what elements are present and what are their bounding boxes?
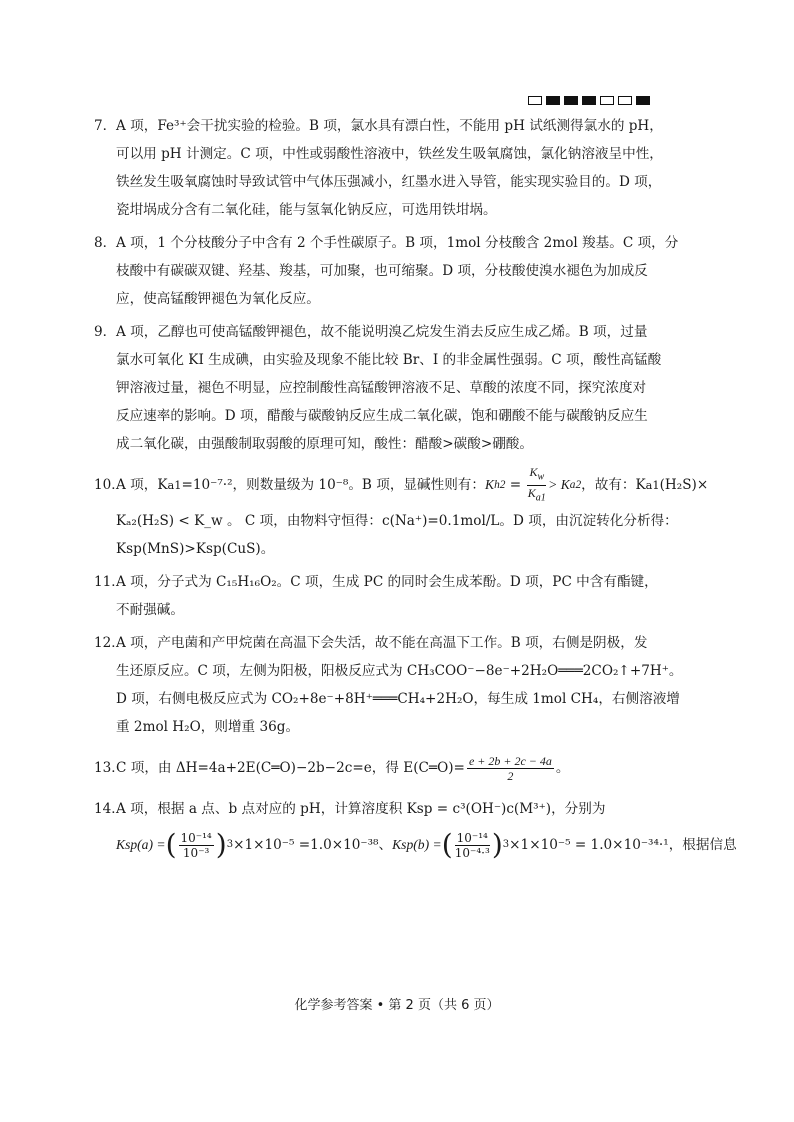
subscript: a1 (645, 478, 660, 492)
text-run: =10⁻⁷·²，则数量级为 10⁻⁸。B 项，显碱性则有： (181, 477, 485, 493)
subscript: a2 (569, 479, 582, 491)
answer-line: 铁丝发生吸氧腐蚀时导致试管中气体压强减小，红墨水进入导管，能实现实验目的。D 项， (116, 174, 662, 190)
text-run: > K (548, 477, 570, 492)
question-10 (94, 463, 709, 563)
subscript: a1 (167, 478, 182, 492)
cube-exponent: 3 (226, 838, 234, 850)
fraction-numerator: 10⁻¹⁴ (180, 830, 212, 845)
text-run: ×1×10⁻⁵ =1.0×10⁻³⁸ (233, 837, 379, 853)
answer-line: 重 2mol H₂O，则增重 36g。 (116, 719, 300, 735)
answer-line (116, 746, 682, 790)
text-run: (H₂S)× (659, 477, 709, 493)
answer-line: 反应速率的影响。D 项，醋酸与碳酸钠反应生成二氧化碳，饱和硼酸不能与碳酸钠反应生 (116, 408, 648, 424)
answer-line: 钾溶液过量，褪色不明显，应控制酸性高锰酸钾溶液不足、草酸的浓度不同，探究浓度对 (116, 380, 647, 396)
answer-line: 可以用 pH 计测定。C 项，中性或弱酸性溶液中，铁丝发生吸氧腐蚀，氯化钠溶液呈中性， (116, 146, 663, 162)
mark-box-7 (636, 96, 650, 105)
mark-box-1 (528, 96, 542, 105)
answer-line: 成二氧化碳，由强酸制取弱酸的原理可知，酸性：醋酸>碳酸>硼酸。 (116, 436, 533, 452)
answer-line: A 项，Fe³⁺会干扰实验的检验。B 项，氯水具有漂白性，不能用 pH 试纸测得氯水的 pH， (116, 118, 663, 134)
answer-line: 不耐强碱。 (116, 602, 184, 618)
enthalpy-fraction (467, 754, 554, 783)
fraction-denominator: 10⁻⁴·³ (454, 845, 490, 860)
question-9 (94, 318, 682, 458)
question-number: 13． (94, 760, 125, 776)
question-7 (94, 112, 682, 224)
fraction-numerator: e + 2b + 2c − 4a (468, 753, 552, 768)
answer-line: 应，使高锰酸钾褪色为氧化反应。 (116, 291, 320, 307)
answer-line: A 项，产电菌和产甲烷菌在高温下会失活，故不能在高温下工作。B 项，右侧是阴极，发 (116, 635, 648, 651)
kh2-symbol: K (485, 477, 495, 492)
question-number: 8． (94, 235, 117, 251)
subscript: w (537, 471, 545, 483)
ksp-a-bracket: ( $\frac{\text{10⁻¹⁴}}{\text{10⁻³}}$ ) 3 (165, 828, 234, 861)
answer-content (94, 112, 737, 872)
text-run: C 项，由 ΔH=4a+2E(C═O)−2b−2c=e，得 E(C═O)= (116, 760, 465, 776)
cube-exponent: 3 (502, 838, 510, 850)
mark-box-5 (600, 96, 614, 105)
mark-box-3 (564, 96, 578, 105)
question-8 (94, 229, 682, 313)
kw-symbol: K (529, 465, 538, 480)
text-run: ，故有：K (581, 477, 646, 493)
answer-line: 生还原反应。C 项，左侧为阳极，阳极反应式为 CH₃COO⁻−8e⁻+2H₂O═══2CO₂↑+7H⁺。 (116, 663, 683, 679)
answer-line: 氯水可氧化 KI 生成碘，由实验及现象不能比较 Br、I 的非金属性强弱。C 项，酸性高锰酸 (116, 352, 662, 368)
kw-over-ka1-fraction (527, 465, 546, 505)
answer-line: A 项，乙醇也可使高锰酸钾褪色，故不能说明溴乙烷发生消去反应生成乙烯。B 项，过量 (116, 324, 648, 340)
answer-line: Kₐ₂(H₂S) < K_w 。 C 项，由物料守恒得：c(Na⁺)=0.1mol/L。D 项，由沉淀转化分析得： (116, 513, 678, 529)
text-run: ，根据信息 (668, 837, 737, 853)
question-14 (94, 795, 737, 867)
ksp-b-fraction (455, 831, 490, 860)
question-number: 11． (94, 574, 125, 590)
answer-line: 瓷坩埚成分含有二氧化硅，能与氢氧化钠反应，可选用铁坩埚。 (116, 202, 497, 218)
mark-box-4 (582, 96, 596, 105)
page-marks (528, 96, 650, 107)
answer-line: D 项，右侧电极反应式为 CO₂+8e⁻+8H⁺═══CH₄+2H₂O，每生成 1mol CH₄，右侧溶液增 (116, 691, 680, 707)
ksp-equation-line (116, 823, 737, 867)
mark-box-2 (546, 96, 560, 105)
text-run: 。 (555, 760, 570, 776)
fraction-denominator: 2 (507, 768, 514, 783)
question-number: 14． (94, 801, 125, 817)
page-footer: 化学参考答案 • 第 2 页（共 6 页） (294, 998, 500, 1013)
answer-line: A 项，分子式为 C₁₅H₁₆O₂。C 项，生成 PC 的同时会生成苯酚。D 项，PC 中含有酯键， (116, 574, 658, 590)
ksp-a-label: Ksp(a) = (116, 837, 166, 852)
question-number: 7． (94, 118, 117, 134)
answer-line: A 项，根据 a 点、b 点对应的 pH，计算溶度积 Ksp = c³(OH⁻)c(M³⁺)，分别为 (116, 801, 606, 817)
ksp-a-fraction (179, 831, 214, 860)
question-number: 9． (94, 324, 117, 340)
answer-line: Ksp(MnS)>Ksp(CuS)。 (116, 541, 275, 557)
text-run: ×1×10⁻⁵ = 1.0×10⁻³⁴·¹ (509, 837, 669, 853)
answer-line: A 项，1 个分枝酸分子中含有 2 个手性碳原子。B 项，1mol 分枝酸含 2mol 羧基。C 项，分 (116, 235, 679, 251)
ksp-b-label: Ksp(b) = (392, 837, 442, 852)
question-11 (94, 568, 682, 624)
fraction-denominator: 10⁻³ (182, 845, 210, 860)
answer-line: A 项，K a1 =10⁻⁷·²，则数量级为 10⁻⁸。B 项，显碱性则有： K h2 = $\frac{K_w}{K_{a1}}$ > K a2 ，故有：K a1 (H₂S)× (116, 465, 709, 503)
answer-line: 枝酸中有碳碳双键、羟基、羧基，可加聚，也可缩聚。D 项，分枝酸使溴水褪色为加成反 (116, 263, 648, 279)
ka1-symbol: K (527, 485, 536, 500)
separator: 、 (378, 837, 393, 853)
subscript: a1 (535, 491, 546, 503)
fraction-numerator: 10⁻¹⁴ (456, 830, 488, 845)
text-run: A 项，K (116, 477, 168, 493)
question-number: 10． (94, 477, 125, 493)
question-number: 12． (94, 635, 125, 651)
question-13 (94, 746, 682, 790)
mark-box-6 (618, 96, 632, 105)
subscript: h2 (494, 479, 506, 491)
question-12 (94, 629, 683, 741)
ksp-b-bracket: ( $\frac{\text{10⁻¹⁴}}{\text{10⁻⁴·³}}$ ) 3 (441, 828, 510, 861)
